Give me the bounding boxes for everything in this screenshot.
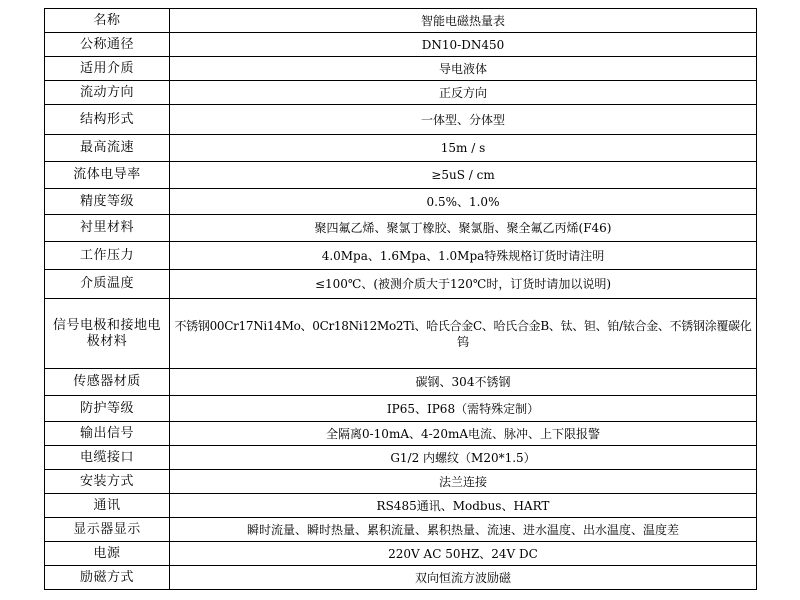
row-value: 智能电磁热量表 [170,9,757,33]
table-row [45,470,757,494]
row-label: 流动方向 [45,81,170,105]
table-row [45,369,757,396]
row-value: 一体型、分体型 [170,105,757,135]
row-label: 防护等级 [45,396,170,422]
row-value: 导电液体 [170,57,757,81]
row-value: ≥5uS / cm [170,162,757,189]
row-label: 信号电极和接地电极材料 [45,299,170,369]
row-label: 名称 [45,9,170,33]
row-label: 电源 [45,542,170,566]
row-value: 15m / s [170,135,757,162]
row-value: RS485通讯、Modbus、HART [170,494,757,518]
row-value: 双向恒流方波励磁 [170,566,757,590]
row-value: G1/2 内螺纹（M20*1.5） [170,446,757,470]
row-value: DN10-DN450 [170,33,757,57]
row-value: ≤100℃、(被测介质大于120℃时，订货时请加以说明) [170,270,757,299]
row-value: 碳钢、304不锈钢 [170,369,757,396]
row-value: 220V AC 50HZ、24V DC [170,542,757,566]
table-row [45,494,757,518]
row-value: 0.5%、1.0% [170,189,757,215]
row-value: 瞬时流量、瞬时热量、累积流量、累积热量、流速、进水温度、出水温度、温度差 [170,518,757,542]
table-row [45,81,757,105]
table-row [45,542,757,566]
row-value: IP65、IP68（需特殊定制） [170,396,757,422]
row-label: 显示器显示 [45,518,170,542]
row-label: 公称通径 [45,33,170,57]
table-row [45,396,757,422]
spec-table [44,8,757,590]
table-row [45,215,757,242]
row-value: 正反方向 [170,81,757,105]
row-value: 不锈钢00Cr17Ni14Mo、0Cr18Ni12Mo2Ti、哈氏合金C、哈氏合金B、钛、钽、铂/铱合金、不锈钢涂覆碳化钨 [170,299,757,369]
table-row [45,270,757,299]
row-label: 工作压力 [45,242,170,270]
row-label: 介质温度 [45,270,170,299]
table-row [45,135,757,162]
table-row [45,518,757,542]
table-row [45,57,757,81]
row-label: 衬里材料 [45,215,170,242]
row-label: 精度等级 [45,189,170,215]
row-value: 聚四氟乙烯、聚氯丁橡胶、聚氯脂、聚全氟乙丙烯(F46) [170,215,757,242]
table-row [45,33,757,57]
table-row [45,566,757,590]
table-row [45,299,757,369]
row-label: 结构形式 [45,105,170,135]
row-label: 流体电导率 [45,162,170,189]
row-label: 励磁方式 [45,566,170,590]
row-value: 4.0Mpa、1.6Mpa、1.0Mpa特殊规格订货时请注明 [170,242,757,270]
row-value: 法兰连接 [170,470,757,494]
row-label: 安装方式 [45,470,170,494]
row-label: 输出信号 [45,422,170,446]
row-label: 适用介质 [45,57,170,81]
row-label: 最高流速 [45,135,170,162]
row-label: 传感器材质 [45,369,170,396]
table-row [45,422,757,446]
table-row [45,189,757,215]
table-row [45,242,757,270]
table-row [45,105,757,135]
row-label: 电缆接口 [45,446,170,470]
table-row [45,162,757,189]
row-value: 全隔离0-10mA、4-20mA电流、脉冲、上下限报警 [170,422,757,446]
table-row [45,9,757,33]
table-row [45,446,757,470]
row-label: 通讯 [45,494,170,518]
